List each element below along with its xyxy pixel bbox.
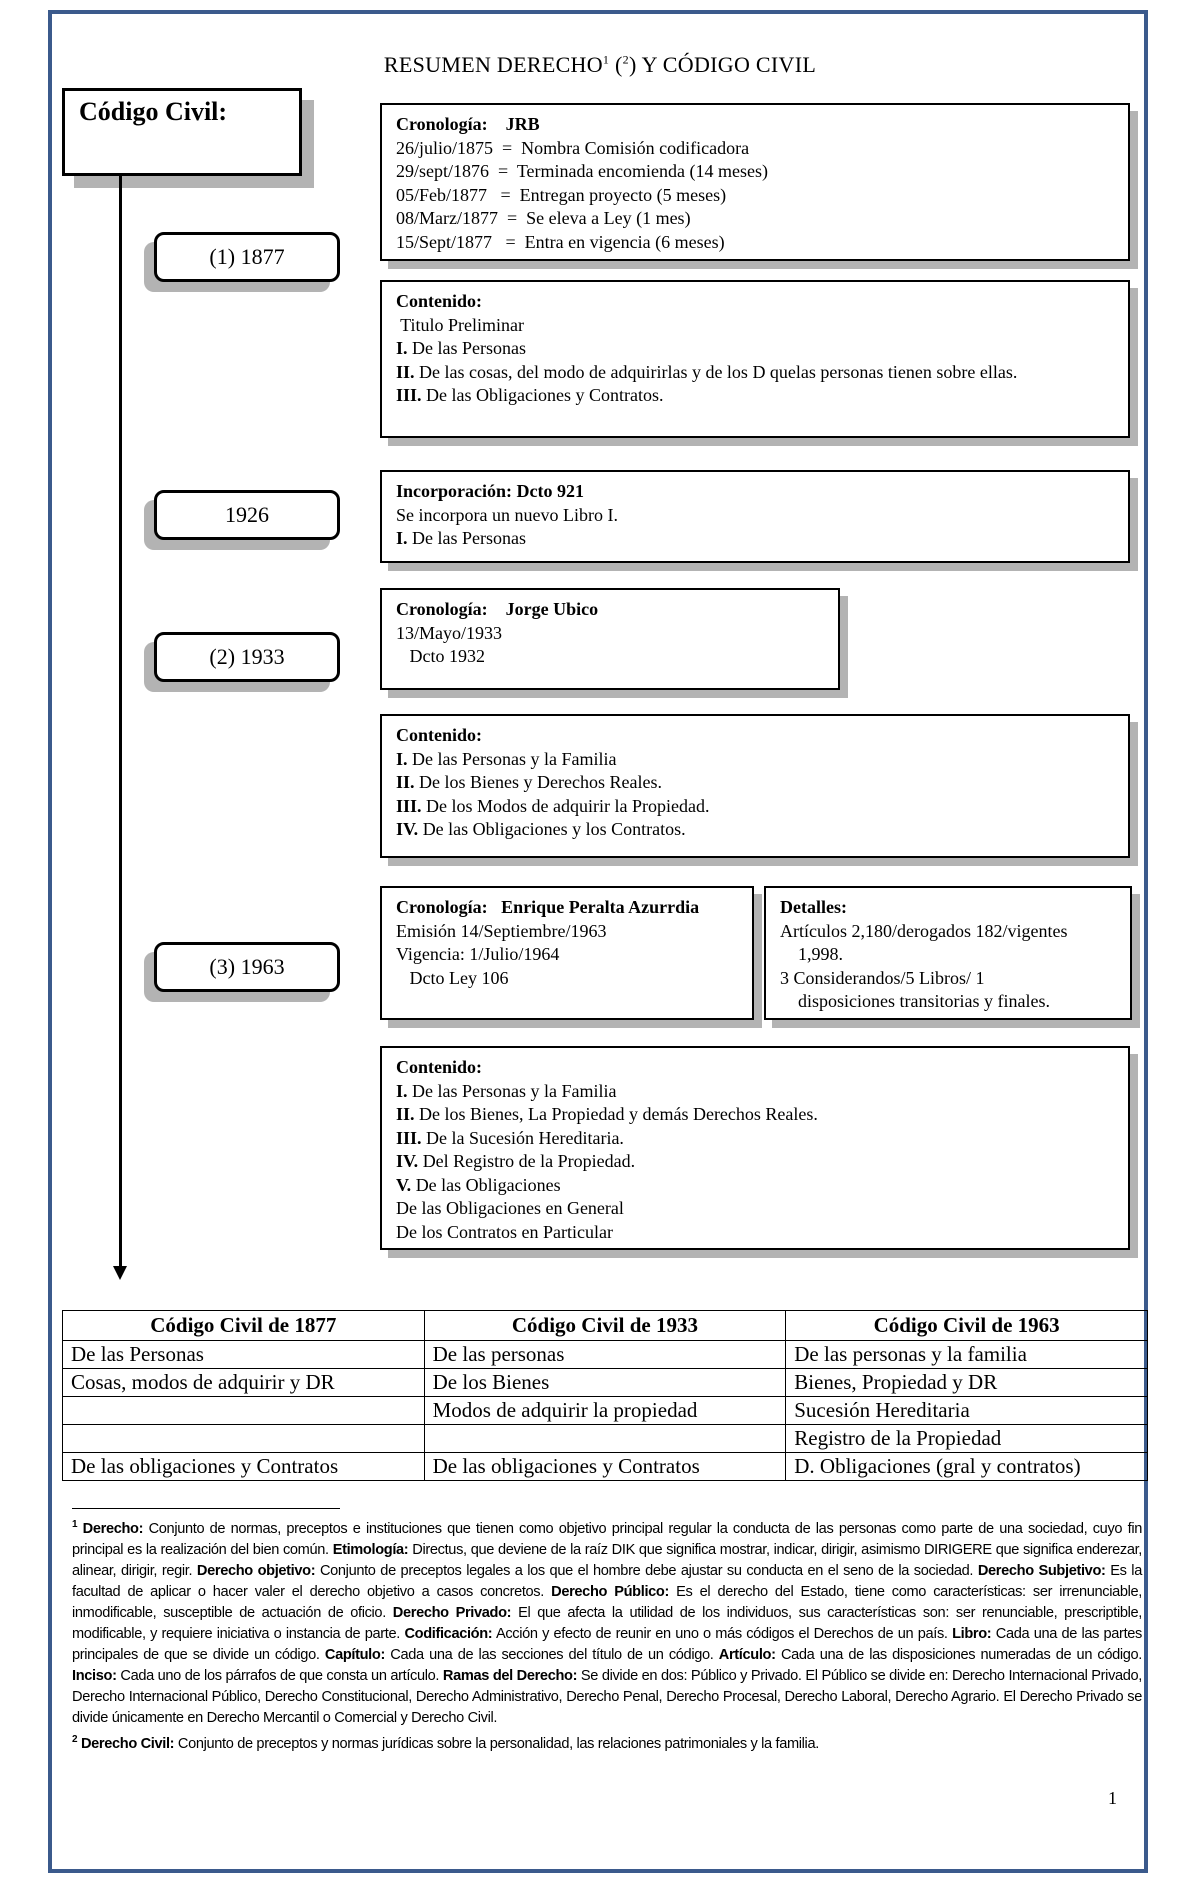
table-cell: Modos de adquirir la propiedad bbox=[424, 1397, 786, 1425]
content-1933-box: Contenido: I. De las Personas y la Familia II. De los Bienes y Derechos Reales. III. De los Modos de adquirir la Propiedad. IV. De las Obligaciones y los Contratos. bbox=[380, 714, 1130, 858]
table-cell: De las obligaciones y Contratos bbox=[424, 1453, 786, 1481]
table-cell: Cosas, modos de adquirir y DR bbox=[63, 1369, 425, 1397]
timeline-axis bbox=[119, 176, 122, 1268]
comparison-table bbox=[62, 1310, 1148, 1481]
footnote-ref-1: 1 bbox=[602, 52, 610, 67]
table-row bbox=[63, 1453, 1148, 1481]
footnote-separator bbox=[72, 1508, 340, 1509]
year-1963: (3) 1963 bbox=[154, 942, 340, 992]
chronology-1963-box: Cronología: Enrique Peralta Azurrdia Emisión 14/Septiembre/1963 Vigencia: 1/Julio/1964 Dcto Ley 106 bbox=[380, 886, 754, 1020]
page-number: 1 bbox=[1108, 1788, 1117, 1808]
table-header-cell: Código Civil de 1933 bbox=[424, 1311, 786, 1341]
year-1926: 1926 bbox=[154, 490, 340, 540]
table-row bbox=[63, 1369, 1148, 1397]
codigo-civil-label: Código Civil: bbox=[62, 88, 302, 176]
table-cell: Bienes, Propiedad y DR bbox=[786, 1369, 1148, 1397]
table-cell bbox=[424, 1425, 786, 1453]
details-1963-box: Detalles: Artículos 2,180/derogados 182/vigentes 1,998. 3 Considerandos/5 Libros/ 1 disposiciones transitorias y finales. bbox=[764, 886, 1132, 1020]
table-cell bbox=[63, 1425, 425, 1453]
timeline-arrow-icon bbox=[113, 1266, 127, 1280]
incorporation-1926-box: Incorporación: Dcto 921 Se incorpora un nuevo Libro I. I. De las Personas bbox=[380, 470, 1130, 563]
page-title: RESUMEN DERECHO$^1$ ($^2$) Y CÓDIGO CIVIL bbox=[383, 52, 817, 77]
footnote-1: $^1$ Derecho: Conjunto de normas, preceptos e instituciones que tienen como objetivo principal regular la conducta de las personas como parte de una sociedad, cuyo fin principal es la realización del bien común. Etimología: Directus, que deviene de la raíz DIK que significa mostrar, indicar, dirigir, asimismo DIRIGERE que significa enderezar, alinear, dirigir, regir. Derecho objetivo: Conjunto de preceptos legales a los que el hombre debe ajustar su conducta en el seno de la sociedad. Derecho Subjetivo: Es la facultad de aplicar o hacer valer el derecho objetivo a casos concretos. Derecho Público: Es el derecho del Estado, tiene como características: ser irrenunciable, inmodificable, susceptible de actuación de oficio. Derecho Privado: El que afecta la utilidad de los individuos, sus características son: ser renunciable, prescriptible, modificable, y requiere iniciativa o instancia de parte. Codificación: Acción y efecto de reunir en uno o más códigos el Derechos de un país. Libro: Cada una de las partes principales de que se divide un código. Capítulo: Cada una de las secciones del título de un código. Artículo: Cada una de las disposiciones numeradas de un código. Inciso: Cada uno de los párrafos de que consta un artículo. Ramas del Derecho: Se divide en dos: Público y Privado. El Público se divide en: Derecho Internacional Privado, Derecho Internacional Público, Derecho Constitucional, Derecho Administrativo, Derecho Penal, Derecho Procesal, Derecho Laboral, Derecho Agrario. El Derecho Privado se divide únicamente en Derecho Mercantil o Comercial y Derecho Civil. bbox=[72, 1519, 1143, 1726]
table-cell: D. Obligaciones (gral y contratos) bbox=[786, 1453, 1148, 1481]
year-1933: (2) 1933 bbox=[154, 632, 340, 682]
chronology-1933-box: Cronología: Jorge Ubico 13/Mayo/1933 Dcto 1932 bbox=[380, 588, 840, 690]
table-cell: De las personas bbox=[424, 1341, 786, 1369]
table-cell: Sucesión Hereditaria bbox=[786, 1397, 1148, 1425]
content-1963-box: Contenido: I. De las Personas y la Familia II. De los Bienes, La Propiedad y demás Derechos Reales. III. De la Sucesión Hereditaria. IV. Del Registro de la Propiedad. V. De las Obligaciones De las Obligaciones en General De los Contratos en Particular bbox=[380, 1046, 1130, 1250]
table-cell: De las obligaciones y Contratos bbox=[63, 1453, 425, 1481]
table-cell bbox=[63, 1397, 425, 1425]
table-cell: De las Personas bbox=[63, 1341, 425, 1369]
chronology-1877-box: Cronología: JRB 26/julio/1875 = Nombra Comisión codificadora 29/sept/1876 = Terminada encomienda (14 meses) 05/Feb/1877 = Entregan proyecto (5 meses) 08/Marz/1877 = Se eleva a Ley (1 mes) 15/Sept/1877 = Entra en vigencia (6 meses) bbox=[380, 103, 1130, 261]
footnote-ref-2: 2 bbox=[622, 52, 629, 67]
table-header-cell: Código Civil de 1877 bbox=[63, 1311, 425, 1341]
table-row bbox=[63, 1397, 1148, 1425]
table-row bbox=[63, 1341, 1148, 1369]
table-cell: De los Bienes bbox=[424, 1369, 786, 1397]
table-cell: De las personas y la familia bbox=[786, 1341, 1148, 1369]
content-1877-box: Contenido: Titulo Preliminar I. De las Personas II. De las cosas, del modo de adquirirlas y de los D quelas personas tienen sobre ellas. III. De las Obligaciones y Contratos. bbox=[380, 280, 1130, 438]
footnote-2: $^2$ Derecho Civil: Conjunto de preceptos y normas jurídicas sobre la personalidad, las relaciones patrimoniales y la familia. bbox=[72, 1733, 819, 1752]
table-header-cell: Código Civil de 1963 bbox=[786, 1311, 1148, 1341]
year-1877: (1) 1877 bbox=[154, 232, 340, 282]
table-header-row bbox=[63, 1311, 1148, 1341]
footnotes bbox=[72, 1514, 1142, 1755]
table-cell: Registro de la Propiedad bbox=[786, 1425, 1148, 1453]
table-row bbox=[63, 1425, 1148, 1453]
